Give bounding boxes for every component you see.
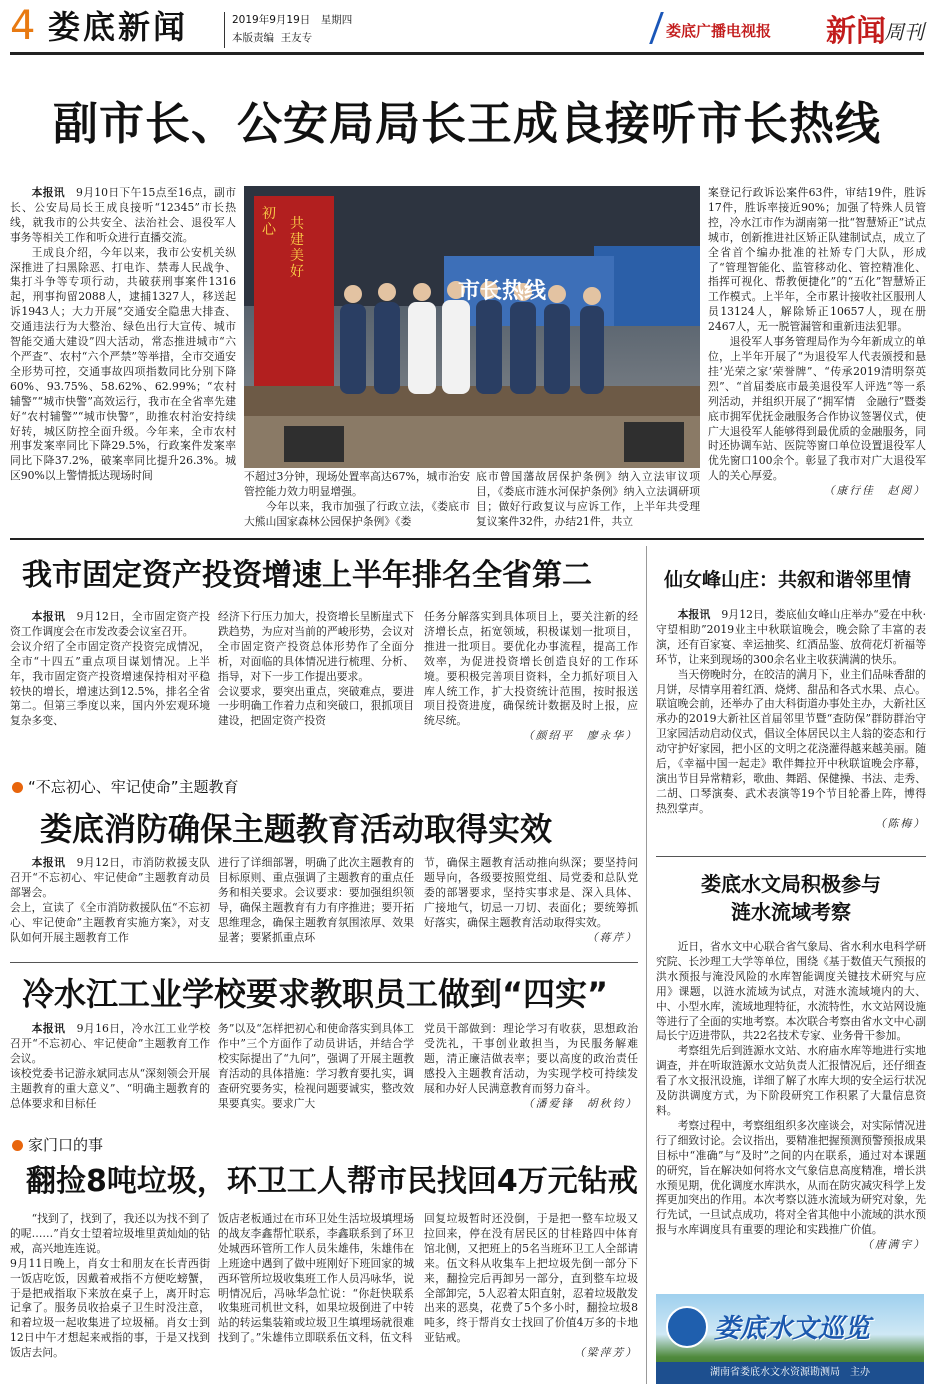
side2-headline-2: 涟水流域考察 bbox=[731, 900, 851, 924]
brand-big: 新闻 bbox=[826, 14, 886, 49]
brand-slash bbox=[649, 12, 664, 44]
bullet-icon bbox=[12, 782, 23, 793]
story5-headline: 翻捡8吨垃圾，环卫工人帮市民找回4万元钻戒 bbox=[26, 1164, 638, 1199]
main-story-col1 bbox=[10, 186, 236, 530]
story2-col3: 任务分解落实到具体项目上，要关注新的经济增长点，拓宽领域，积极谋划一批项目，推进一批项目。要优化办事流程，提高工作效率，为促进投资增长创造良好的工作环境。要积极完善项目资料，全力抓好项目入库人统工作，扩大投资统计范围，按时报送项目投资进度，确保统计数据及时上报，应统尽统。 （颜绍平 廖永华） bbox=[424, 610, 638, 743]
page-number: 4 bbox=[10, 3, 36, 49]
story5-kicker: 家门口的事 bbox=[12, 1134, 103, 1155]
photo-scene bbox=[244, 186, 700, 468]
story3-col1: 本报讯 9月12日，市消防救援支队召开“不忘初心、牢记使命”主题教育动员部署会。 会上，宣读了《全市消防救援队伍“不忘初心、牢记使命”主题教育实施方案》，对支队如何开展主题教育工作 bbox=[10, 856, 210, 944]
story3-col3: 节，确保主题教育活动推向纵深；要坚持问题导向，各级要按照党组、局党委和总队党委的部署要求，坚持实事求是、深入具体、广接地气，切忌一刀切、表面化；要统筹抓好落实，确保主题教育活动取得实效。 （蒋芹） bbox=[424, 856, 638, 944]
main-story-lead: 本报讯 bbox=[31, 186, 65, 199]
story4-headline: 冷水江工业学校要求教职员工做到“四实” bbox=[22, 975, 609, 1013]
story2-col1: 本报讯 9月12日，全市固定资产投资工作调度会在市发改委会议室召开。 会议介绍了全市固定资产投资完成情况，全市“十四五”重点项目谋划情况。上半年，我市固定资产投资增速保持相对平稳较快的增长，增速达到12.5%，排名全省第二。但第三季度以来，国内外宏观环境复杂多变、 bbox=[10, 610, 210, 728]
story5-col2: 饭店老板通过在市环卫处生活垃圾填埋场的战友李鑫帮忙联系，李鑫联系到了环卫处城西环管所工作人员朱雄伟，朱雄伟在上班途中遇到了做中班刚好下班回家的城西环管所垃圾收集班工作人员冯咏华，说明情况后，冯咏华急忙说：“你赶快联系收集班司机世文科，如果垃圾倒进了中转站的转运集装箱或垃圾卫生填埋场就很难找到了。”朱雄伟立即联系伍文科，伍文科 bbox=[218, 1212, 414, 1345]
main-story-mid-right: 底市曾国藩故居保护条例》纳入立法审议项目，《娄底市涟水河保护条例》纳入立法调研项目；做好行政复议与应诉工作，上半年共受理复议案件32件，办结21件，共立 bbox=[476, 470, 700, 528]
story3-kicker: “不忘初心、牢记使命”主题教育 bbox=[12, 776, 239, 797]
photo-banner1: 初心 bbox=[262, 206, 276, 238]
editor-credit: 本版责编 王友专 bbox=[232, 32, 313, 44]
story3-headline: 娄底消防确保主题教育活动取得实效 bbox=[40, 810, 553, 848]
story2-headline: 我市固定资产投资增速上半年排名全省第二 bbox=[22, 558, 592, 593]
story5-col1: “找到了，找到了，我还以为找不到了的呢……”肖女士望着垃圾堆里黄灿灿的钻戒，高兴地连连说。 9月11日晚上，肖女士和朋友在长青西街一饭店吃饭，因戴着戒指不方便吃螃蟹，于是把戒指取下来放在桌子上，离开时忘记拿了。服务员收拾桌子卫生时没注意，和着垃圾一起收集进了垃圾桶。肖女士到12日中午才想起来戒指的事，于是又找到饭店去问。 bbox=[10, 1212, 210, 1360]
main-story-right: 案登记行政诉讼案件63件，审结19件，胜诉17件，胜诉率接近90%；加强了特殊人员管控，冷水江市作为湖南第一批“智慧矫正”试点城市，创新推进社区矫正队建制试点，成立了全省首个编办批准的社矫专门大队，形成了“管理智能化、监管移动化、管控精准化、指挥可视化、帮教便捷化”的“五化”智慧矫正工作模式。上半年，全市累计接收社区服刑人员13124人，解除矫正10657人，现在册2467人，无一脱管漏管和重新违法犯罪。 退役军人事务管理局作为今年新成立的单位，上半年开展了“为退役军人代表颁授和悬挂‘光荣之家’荣誉牌”、“传承2019清明祭英烈”、“首届娄底市最美退役军人评选”等一系列活动，并组织开展了“拥军情 金融行”暨娄底市拥军优抚金融服务合作协议签署仪式，使广大退役军人能够得到最优质的金融服务，同时还协调车站、医院等窗口单位设置退役军人优先窗口100余个。彰显了我市对广大退役军人的关心厚爱。 （康行佳 赵阅） bbox=[708, 186, 926, 498]
paper-name: 娄底新闻 bbox=[48, 8, 189, 46]
photo-hotline-sign: 市长热线 bbox=[458, 279, 547, 304]
story2-col2: 经济下行压力加大，投资增长呈断崖式下跌趋势，为应对当前的严峻形势，会议对全市固定资产投资总体形势作了全面分析，对面临的具体情况进行梳理、分析、指导，对下一步工作提出要求。 会议要求，要突出重点，突破难点，要进一步明确工作着力点和突破口，狠抓项目建设，把固定资产投资 bbox=[218, 610, 414, 728]
banner-title: 娄底水文巡览 bbox=[714, 1314, 871, 1344]
story4-col2: 务”以及“怎样把初心和使命落实到具体工作中”三个方面作了动员讲话，并结合学校实际提出了“九问”，强调了开展主题教育活动的具体措施：学习教育要扎实，调查研究要务实，检视问题要诚实，整改效果要真实。要求广大 bbox=[218, 1022, 414, 1110]
main-story-p1: 9月10日下午15点至16点，副市长、公安局局长王成良接听“12345”市长热线，就我市的公共安全、法治社会、退役军人事务等相关工作和听众进行直播交流。 bbox=[10, 186, 236, 244]
hotline-photo bbox=[244, 186, 700, 468]
banner-subtitle: 湖南省娄底水文水资源勘测局 主办 bbox=[656, 1362, 924, 1384]
bullet-icon bbox=[12, 1140, 23, 1151]
main-headline: 副市长、公安局局长王成良接听市长热线 bbox=[52, 97, 881, 150]
banner-logo-icon bbox=[666, 1306, 708, 1348]
brand-name: 娄底广播电视报 bbox=[666, 22, 772, 40]
story3-col2: 进行了详细部署，明确了此次主题教育的目标原则、重点强调了主题教育的重点任务和相关要求。会议要求：要加强组织领导，确保主题教育有力有序推进；要开拓思维理念，确保主题教育氛围浓厚、效果显著；要紧抓重点环 bbox=[218, 856, 414, 944]
side1-headline: 仙女峰山庄：共叙和谐邻里情 bbox=[664, 569, 912, 591]
side2-body: 近日，省水文中心联合省气象局、省水利水电科学研究院、长沙理工大学等单位，围绕《基于数值天气预报的洪水预报与淹没风险的水库智能调度关键技术研究与应用》课题，以涟水流域为试点，对涟水流域境内的大、中、小型水库，流域地理特征，水流特性，水文站网设施等进行了全面的实地考察。本次联合考察由省水文中心副局长宁迈进带队，共22名技术专家、业务骨干参加。 考察组先后到涟源水文站、水府庙水库等地进行实地调查，并在听取涟源水文站负责人汇报情况后，还仔细查看了水文报汛设施，详细了解了水库大坝的安全运行状况及防洪调度方式，为下阶段研究工作积累了大量信息资料。 考察过程中，考察组组织多次座谈会，对实际情况进行了细致讨论。会议指出，要精准把握预测预警预报成果目标中“准确”与“及时”之间的内在联系，通过对本课题的研究，旨在解决如何将水文气象信息高度精准，增长洪水预见期，优化调度水库洪水，从而在防灾减灾科学上发挥更加突出的作用。本次考察以涟水流域为研究对象，先行先试，一旦试点成功，将对全省其他中小流域的洪水预报与水库调度具有重要的理论和实践推广价值。 （唐满宇） bbox=[656, 940, 926, 1252]
side2-headline-1: 娄底水文局积极参与 bbox=[701, 872, 881, 896]
story4-col1: 本报讯 9月16日，冷水江工业学校召开“不忘初心、牢记使命”主题教育工作会议。 该校党委书记游永斌同志从“深刻领会开展主题教育的重大意义”、“明确主题教育的总体要求和目标任 bbox=[10, 1022, 210, 1110]
story4-col3: 党员干部做到：理论学习有收获，思想政治受洗礼，干事创业敢担当，为民服务解难题，清正廉洁做表率；要以高度的政治责任感投入主题教育活动，为实现学校可持续发展和办好人民满意教育而努力奋斗。 （潘爱锋 胡秋钧） bbox=[424, 1022, 638, 1110]
side1-body: 本报讯 9月12日，娄底仙女峰山庄举办“爱在中秋·守望相助”2019业主中秋联谊晚会，晚会除了丰富的表演，还有百家宴、幸运抽奖、红酒品鉴、放荷花灯祈福等环节，让来到现场的300余名业主收获满满的快乐。 当天傍晚时分，在皎洁的满月下，业主们品味香甜的月饼，尽情享用着红酒、烧烤、甜品和各式水果、点心。联谊晚会前，还举办了由大科街道办事处主办，大新社区承办的2019大新社区首届邻里节暨“查防保”群防群治守卫家园活动启动仪式，倡议全体居民以主人翁的姿态和行动守护好家园，把小区的文明之花浇灌得越来越美丽。随后，《幸福中国一起走》歌伴舞拉开中秋联谊晚会序幕，演出节目异常精彩，歌曲、舞蹈、保健操、书法、走秀、二胡、口琴演奏、武术表演等19个节目轮番上阵，博得热烈掌声。 （陈梅） bbox=[656, 608, 926, 830]
brand-week: 周刊 bbox=[884, 20, 924, 44]
main-story-p2: 王成良介绍，今年以来，我市公安机关纵深推进了扫黑除恶、打电诈、禁毒人民战争、集打斗争等专项行动，共破获刑事案件1316起，刑事拘留2088人，逮捕1327人，移送起诉1943人；大力开展“交通安全隐患大排查、交通违法行为大整治、绿色出行大宣传、城市智能交通大建设”四大活动，常态推进城市“六个严查”、农村“六个严禁”等举措，全市交通安全形势可控，交通事故四项指数同比分别下降60%、93.75%、58.62%、62.99%；“农村辅警”“城市快警”高效运行，我市在全省率先建好“农村辅警”“城市快警”，助推农村治安持续好转，城区防控全面升级。今年来，全市农村刑事发案率同比下降29.5%，行政案件发案率同比下降37.2%，破案率同比提升26.3%。城区90%以上警情抵达现场时间 bbox=[10, 245, 236, 483]
main-story-author: （康行佳 赵阅） bbox=[823, 484, 926, 498]
story5-col3: 回复垃圾暂时还没倒，于是把一整车垃圾又拉回来，停在没有居民区的甘桂路四中体育馆北侧，又把班上的5名当班环卫工人全部请来。伍文科从收集车上把垃圾先倒一部分下来，翻捡完后再卸另一部分，直到整车垃圾全部卸完，5人忍着太阳直射，忍着垃圾散发出来的恶臭，花费了5个多小时，翻捡垃圾8吨多，终于帮肖女士找回了价值4万多的卡地亚钻戒。 （梁萍芳） bbox=[424, 1212, 638, 1360]
main-story-mid-left: 不超过3分钟，现场处置率高达67%，城市治安管控能力效力明显增强。 今年以来，我市加强了行政立法，《娄底市大熊山国家森林公园保护条例》《娄 bbox=[244, 470, 470, 528]
photo-banner2: 共建美好 bbox=[290, 216, 304, 280]
hydrology-banner bbox=[656, 1294, 924, 1384]
issue-date: 2019年9月19日 星期四 bbox=[232, 14, 353, 26]
